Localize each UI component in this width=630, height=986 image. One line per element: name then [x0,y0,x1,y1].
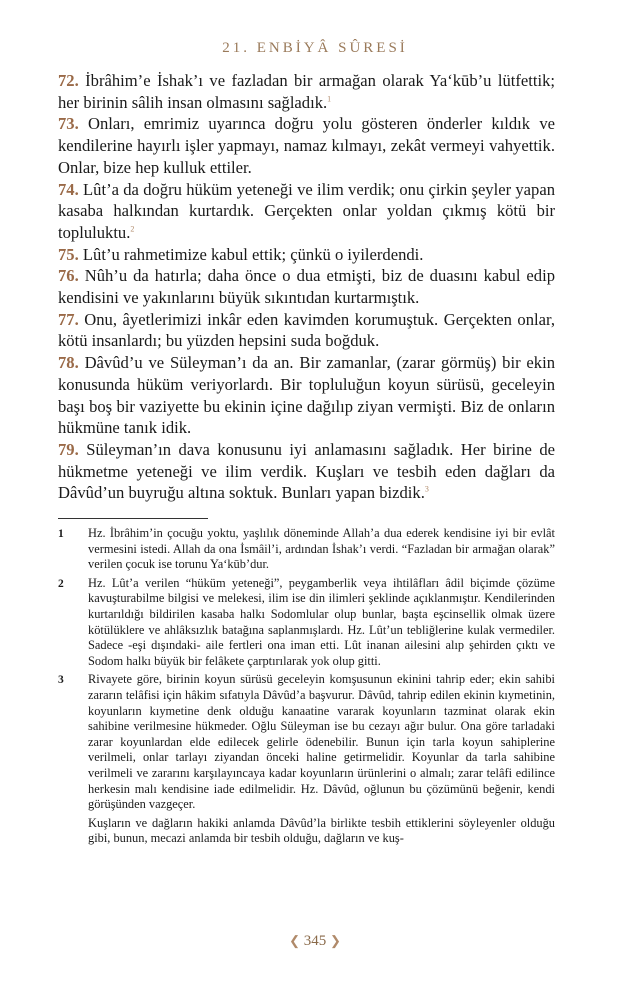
footnotes [58,526,555,847]
verse-text [58,70,555,504]
footnote-continuation: Kuşların ve dağların hakiki anlamda Dâvûd’la birlikte tesbih ettiklerini söyleyenler olduğu gibi, bunun, mecazi anlamda bir tesbih olduğu, dağların ve kuş- [88,815,555,846]
verse-number: 77. [58,309,79,329]
verse-number: 76. [58,266,79,286]
verse [58,179,555,244]
verse-body: Dâvûd’u ve Süleyman’ı da an. Bir zamanlar, (zarar görmüş) bir ekin konusunda hüküm veriyorlardı. Bir topluluğun koyun sürüsü, geceleyin başı boş bir vaziyette bu ekinin içine dağılıp ziyan vermişti. Biz de onların hükmüne tanık idik. [58,353,555,438]
footnote-text: Hz. Lût’a verilen “hüküm yeteneği”, peygamberlik veya ihtilâfları âdil biçimde çözüme kavuşturabilme bilgisi ve melekesi, ilim ise din ilimleri şeklinde açıklanmıştır. Kendilerinden kurtarıldığı bildirilen kasaba halkı Sodomlular olup bunlar, başta eşcinsellik olmak üzere kötülüklere ve ahlâksızlık batağına saplanmışlardı. Hz. Lût’un tebliğlerine kulak vermediler. Sadece -eşi dışındaki- aile fertleri ona iman etti. Lût inanan ailesini alıp şehirden çıktı ve Sodom halkı büyük bir felâkete çarptırılarak yok olup gitti. [88,575,555,668]
verse-number: 73. [58,114,79,134]
verse-body: Lût’u rahmetimize kabul ettik; çünkü o iyilerdendi. [82,244,424,264]
verse [58,70,555,113]
footnote-text: Hz. İbrâhim’in çocuğu yoktu, yaşlılık döneminde Allah’a dua ederek kendisine iyi bir evlât vermesini istedi. Allah da ona İsmâil’i, ardından İshak’ı verdi. “Fazladan bir armağan olarak” verilen çocuk ise torunu Ya‘kūb’dur. [88,526,555,572]
verse-number: 72. [58,71,79,90]
verse [58,113,555,178]
verse-body: İbrâhim’e İshak’ı ve fazladan bir armağan olarak Ya‘kūb’u lütfettik; her birinin sâlih insan olmasını sağladık. [58,71,555,112]
footnote [58,576,555,670]
verse-number: 74. [58,179,79,199]
verse [58,309,555,352]
verse-body: Onları, emrimiz uyarınca doğru yolu gösteren önderler kıldık ve kendilerine hayırlı işler yapmayı, namaz kılmayı, zekât vermeyi vahyettik. Onlar, bize hep kulluk ettiler. [58,114,555,177]
footnote-ref[interactable]: 1 [327,94,332,104]
footnote-number: 3 [58,674,64,687]
verse-body: Süleyman’ın dava konusunu iyi anlamasını sağladık. Her birine de hükmetme yeteneği ve ilim verdik. Kuşları ve tesbih eden dağları da Dâvûd’un buyruğu altına soktuk. Bunları yapan bizdik. [58,439,555,503]
footnote-text: Rivayete göre, birinin koyun sürüsü geceleyin komşusunun ekinini tahrip eder; ekin sahibi zararın telâfisi için hâkim sıfatıyla Dâvûd’a başvurur. Dâvûd, tahrip edilen ekinin kıymetinin, koyunların kıymetine denk olduğu kanaatine vararak koyunların tazminat olarak ekin sahibine verilmesine hükmeder. Oğlu Süleyman ise bu cezayı ağır bulur. Ona göre tarladaki zarar koyunlardan elde edilecek gelirle ödenebilir. Bunun için tarla koyun sahiplerine verilmeli, onlar tarlayı ziyandan önceki haline getirmelidir. Koyunlar da tarla sahibine verilmeli ve zararını karşılayıncaya kadar koyunların ürünlerini o almalı; zarar telâfi edilince herkesin malı kendisine iade edilmelidir. Hz. Dâvûd, oğlunun bu çözümünü beğenir, kendi görüşünden vazgeçer. [88,672,555,812]
footnote-number: 1 [58,528,64,540]
page-number-value: 345 [303,933,327,949]
verse [58,244,555,266]
verse-body: Lût’a da doğru hüküm yeteneği ve ilim verdik; onu çirkin şeyler yapan kasaba halkından kurtardık. Gerçekten onlar yoldan çıkmış kötü bir topluluktu. [58,179,556,242]
ornament-left-icon: ❮ [289,933,300,948]
footnote-number: 2 [58,577,64,590]
page-number [0,933,630,950]
verse-number: 79. [58,439,79,459]
footnote [58,672,555,812]
verse-body: Nûh’u da hatırla; daha önce o dua etmişti, biz de duasını kabul edip kendisini ve yakınlarını büyük sıkıntıdan kurtarmıştık. [58,266,555,308]
footnote-divider [58,518,208,519]
footnote [58,526,555,573]
verse-body: Onu, âyetlerimizi inkâr eden kavimden korumuştuk. Gerçekten onlar, kötü insanlardı; bu yüzden hepsini suda boğduk. [58,309,555,351]
running-header: 21. ENBİYÂ SÛRESİ [222,40,408,56]
verse-number: 75. [58,244,79,264]
verse [58,439,555,504]
verse [58,265,555,308]
verse-number: 78. [58,353,79,373]
ornament-right-icon: ❯ [330,933,341,948]
footnote-ref[interactable]: 3 [424,484,429,494]
verse [58,352,555,439]
footnote-ref[interactable]: 2 [130,224,135,234]
